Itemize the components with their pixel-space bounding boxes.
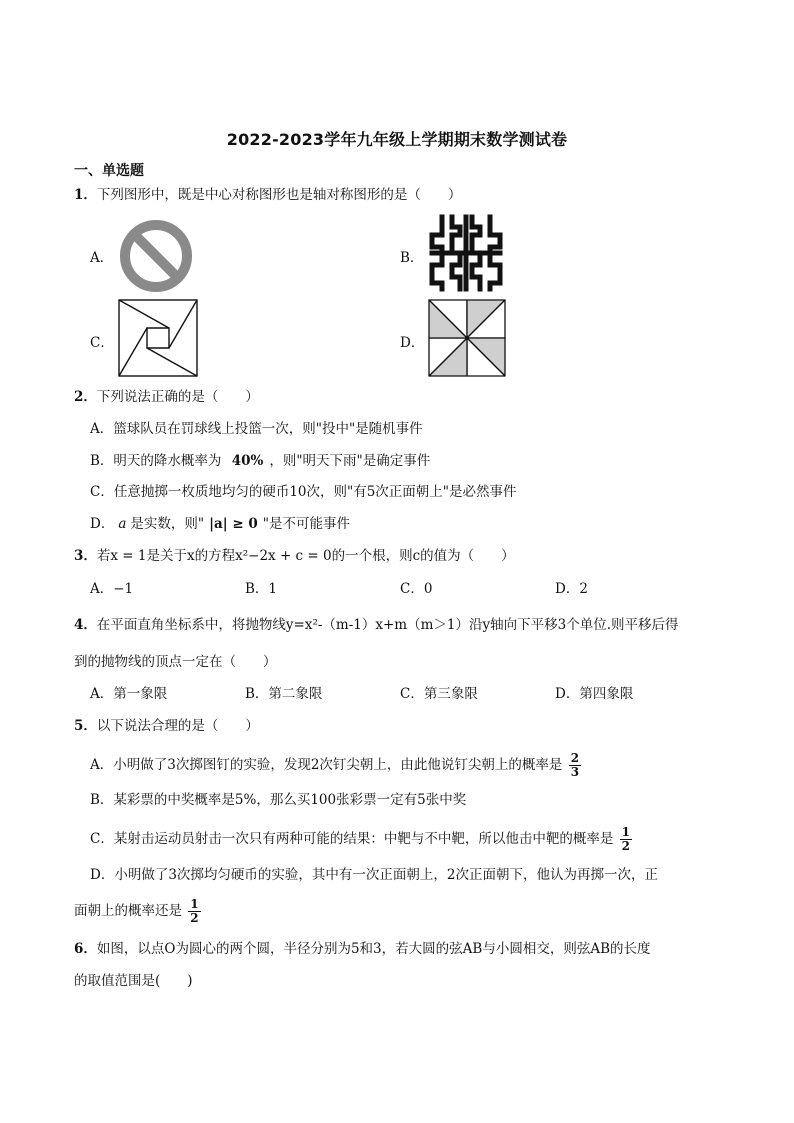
option-text: 是实数，则" [130, 516, 205, 532]
q3-option-c: C．0 [400, 581, 433, 597]
fraction [620, 826, 632, 853]
question-text: 若x = 1是关于x的方程x²−2x + c = 0的一个根，则c的值为（ ） [96, 548, 515, 564]
question-4-continued: 到的抛物线的顶点一定在（ ） [74, 654, 277, 670]
variable-a: a [118, 516, 127, 532]
q2-option-d [90, 515, 350, 533]
question-number: 5． [74, 718, 97, 734]
option-d-label: D． [400, 335, 425, 351]
q3-option-d: D．2 [555, 581, 588, 597]
q4-option-a: A．第一象限 [90, 686, 168, 702]
fraction [188, 898, 200, 925]
question-6 [74, 940, 651, 958]
q2-option-a: A．篮球队员在罚球线上投篮一次，则"投中"是随机事件 [90, 421, 423, 437]
option-text: "是不可能事件 [262, 516, 351, 532]
q5-option-c [90, 826, 634, 853]
option-text: B．明天的降水概率为 [90, 453, 222, 469]
section-heading: 一、单选题 [74, 163, 144, 179]
prohibition-sign-figure [118, 218, 194, 298]
q5-option-b: B．某彩票的中奖概率是5%，那么买100张彩票一定有5张中奖 [90, 792, 467, 808]
question-3 [74, 547, 515, 565]
option-text: 面朝上的概率还是 [74, 903, 182, 919]
option-text: C．某射击运动员射击一次只有两种可能的结果：中靶与不中靶，所以他击中靶的概率是 [90, 831, 614, 847]
question-5 [74, 717, 259, 735]
question-4 [74, 616, 679, 634]
q5-option-a [90, 752, 583, 779]
option-a-label: A． [90, 250, 114, 266]
question-number: 2． [74, 389, 97, 405]
question-number: 6． [74, 941, 97, 957]
q3-option-b: B．1 [245, 581, 278, 597]
question-text: 下列说法正确的是（ ） [96, 389, 259, 405]
q5-option-d-continued [74, 898, 203, 925]
pinwheel-figure [427, 298, 507, 382]
q5-option-d: D．小明做了3次掷均匀硬币的实验，其中有一次正面朝上，2次正面朝下，他认为再掷一次，正 [90, 867, 659, 883]
q4-option-b: B．第二象限 [245, 686, 323, 702]
option-text: A．小明做了3次掷图钉的实验，发现2次钉尖朝上，由此他说钉尖朝上的概率是 [90, 757, 563, 773]
numerator: 1 [621, 825, 630, 839]
page-title: 2022-2023学年九年级上学期期末数学测试卷 [226, 130, 568, 149]
question-text: 以下说法合理的是（ ） [96, 718, 259, 734]
q2-option-c: C．任意抛掷一枚质地均匀的硬币10次，则"有5次正面朝上"是必然事件 [90, 484, 517, 500]
question-2 [74, 388, 259, 406]
denominator: 3 [570, 765, 580, 779]
q3-option-a: A．−1 [90, 581, 134, 597]
option-text: ，则"明天下雨"是确定事件 [269, 453, 431, 469]
question-text: 下列图形中，既是中心对称图形也是轴对称图形的是（ ） [96, 187, 462, 203]
question-1 [74, 186, 461, 204]
denominator: 2 [621, 839, 630, 853]
question-number: 1． [74, 187, 97, 203]
denominator: 2 [190, 911, 199, 925]
math-expression: |a| ≥ 0 [209, 516, 258, 532]
question-number: 3． [74, 548, 97, 564]
question-text: 在平面直角坐标系中，将抛物线y=x²-（m-1）x+m（m＞1）沿y轴向下平移3个单位.则平移后得 [96, 617, 679, 633]
option-b-label: B． [400, 250, 424, 266]
q4-option-d: D．第四象限 [555, 686, 634, 702]
numerator: 2 [570, 751, 580, 765]
numerator: 1 [190, 897, 199, 911]
q2-option-b [90, 452, 430, 470]
fraction [569, 752, 581, 779]
question-text: 如图，以点O为圆心的两个圆，半径分别为5和3，若大圆的弦AB与小圆相交，则弦AB的长度 [96, 941, 651, 957]
question-6-continued: 的取值范围是( ) [74, 973, 193, 989]
option-label: D． [90, 516, 115, 532]
option-c-label: C． [90, 335, 114, 351]
probability-value: 40% [231, 453, 264, 469]
square-pinwheel-figure [117, 298, 199, 382]
pattern-figure [428, 213, 504, 297]
q4-option-c: C．第三象限 [400, 686, 478, 702]
question-number: 4． [74, 617, 97, 633]
